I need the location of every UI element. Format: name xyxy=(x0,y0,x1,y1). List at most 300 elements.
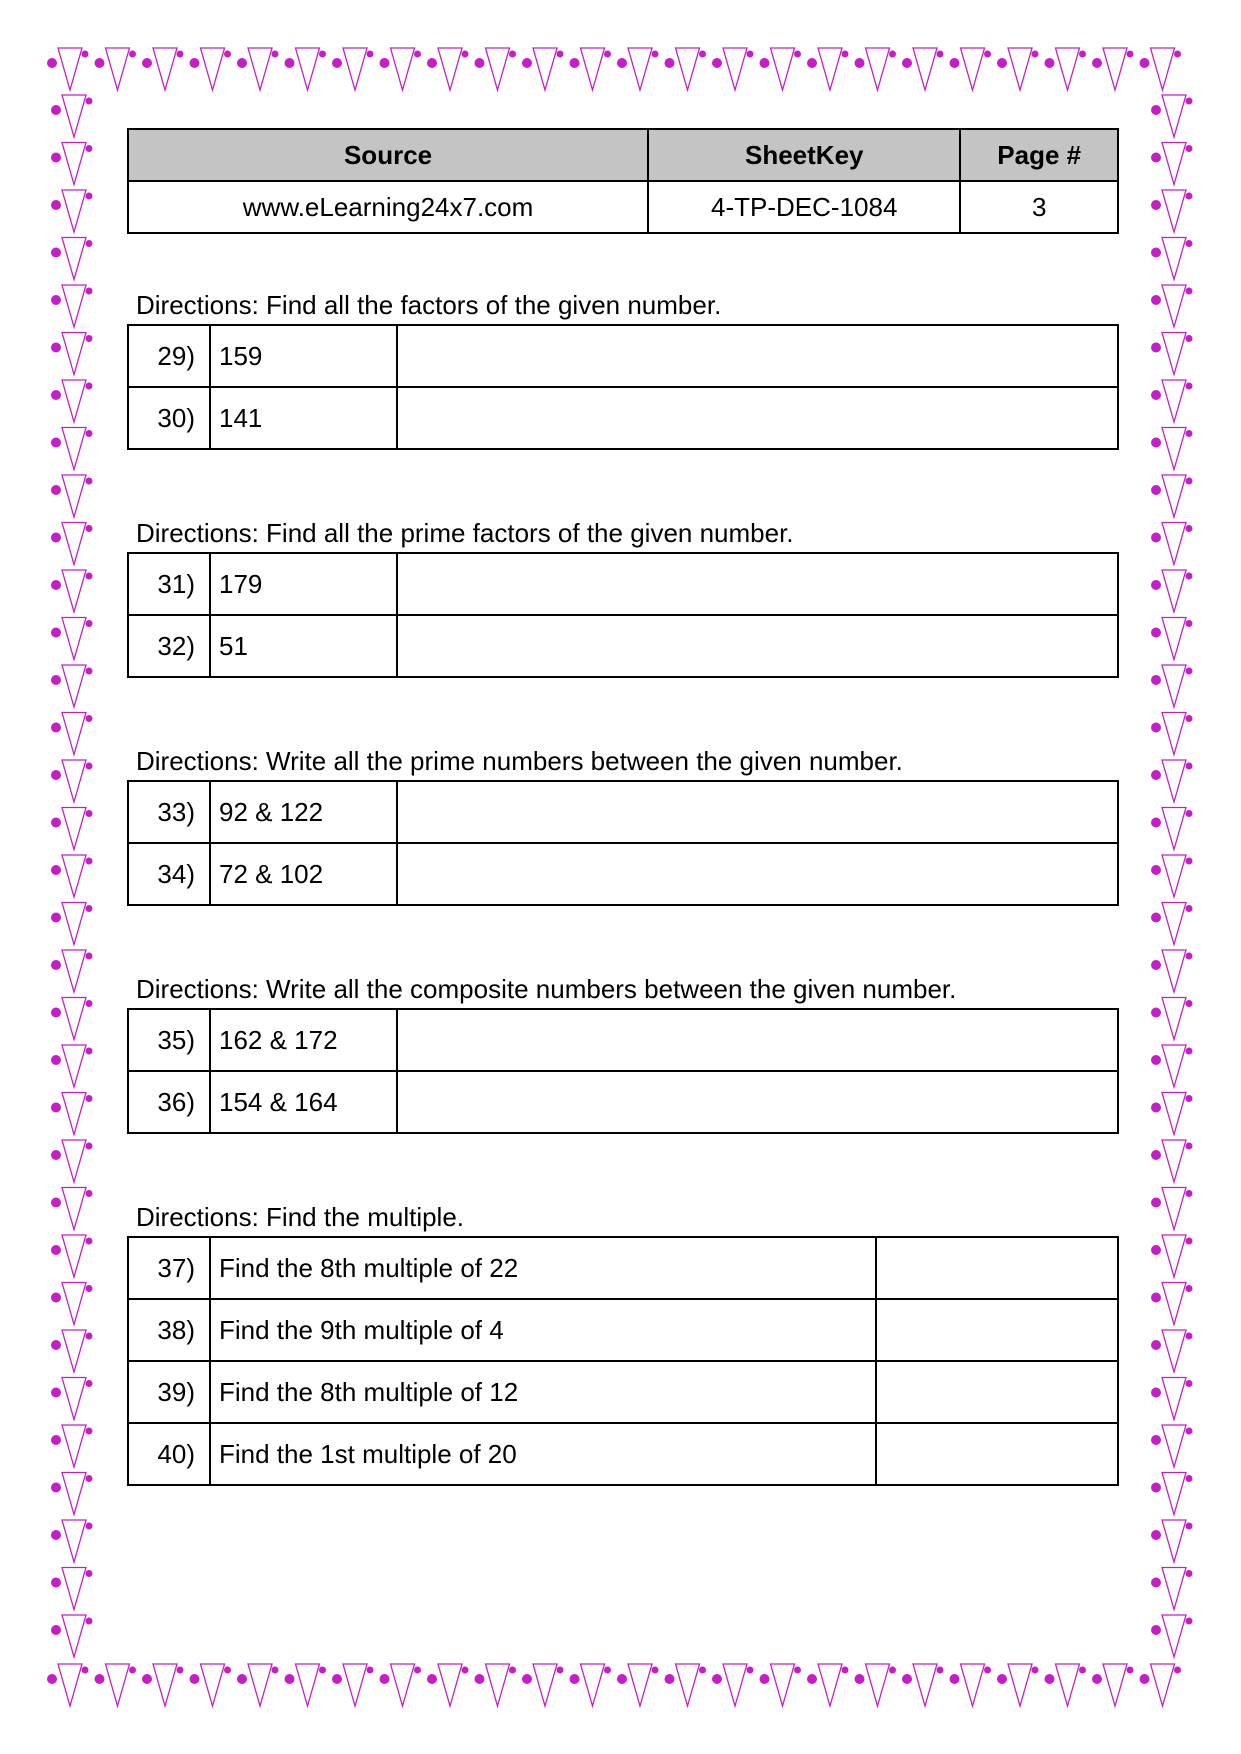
border-pennant-shape xyxy=(581,1664,605,1706)
border-pennant-shape xyxy=(1162,380,1186,422)
border-pennant-shape xyxy=(391,1664,415,1706)
border-dot-shape xyxy=(1186,858,1193,865)
directions-multiples: Directions: Find the multiple. xyxy=(136,1202,465,1232)
border-dot-shape xyxy=(86,1285,93,1292)
border-pennant-shape xyxy=(62,428,86,470)
border-dot-shape xyxy=(1151,1340,1161,1350)
question-row xyxy=(128,325,1118,387)
border-pennant-shape xyxy=(1162,143,1186,185)
border-pennant-shape xyxy=(62,380,86,422)
border-pennant-shape xyxy=(628,1664,652,1706)
border-pennant-shape xyxy=(62,190,86,232)
border-dot-shape xyxy=(427,1674,437,1684)
question-value: 141 xyxy=(210,387,397,449)
border-pennant-shape xyxy=(62,998,86,1040)
border-dot-shape xyxy=(1151,1530,1161,1540)
border-pennant-shape xyxy=(1103,48,1127,90)
border-dot-shape xyxy=(557,1667,564,1674)
answer-box[interactable] xyxy=(397,781,1118,843)
border-dot-shape xyxy=(617,1674,627,1684)
question-number: 32) xyxy=(128,615,210,677)
sheet-info-table xyxy=(127,128,1119,234)
border-dot-shape xyxy=(319,1667,326,1674)
border-dot-shape xyxy=(1186,525,1193,532)
border-dot-shape xyxy=(86,1095,93,1102)
question-row xyxy=(128,781,1118,843)
question-row xyxy=(128,843,1118,905)
border-dot-shape xyxy=(51,1435,61,1445)
border-pennant-shape xyxy=(62,950,86,992)
border-dot-shape xyxy=(997,1674,1007,1684)
border-dot-shape xyxy=(1151,200,1161,210)
border-dot-shape xyxy=(1186,1523,1193,1530)
border-dot-shape xyxy=(1079,1667,1086,1674)
border-dot-shape xyxy=(129,1667,136,1674)
border-dot-shape xyxy=(1092,58,1102,68)
border-dot-shape xyxy=(86,430,93,437)
border-dot-shape xyxy=(842,1667,849,1674)
border-pennant-shape xyxy=(62,1473,86,1515)
border-dot-shape xyxy=(937,1667,944,1674)
border-dot-shape xyxy=(570,58,580,68)
border-dot-shape xyxy=(1186,905,1193,912)
answer-box[interactable] xyxy=(397,387,1118,449)
border-dot-shape xyxy=(807,58,817,68)
border-pennant-shape xyxy=(533,1664,557,1706)
border-dot-shape xyxy=(747,1667,754,1674)
border-pennant-shape xyxy=(1162,238,1186,280)
question-table-prime-numbers xyxy=(127,780,1119,906)
question-number: 30) xyxy=(128,387,210,449)
border-pennant-shape xyxy=(1162,285,1186,327)
border-dot-shape xyxy=(760,1674,770,1684)
border-dot-shape xyxy=(224,1667,231,1674)
answer-box[interactable] xyxy=(876,1361,1118,1423)
border-dot-shape xyxy=(1186,715,1193,722)
border-dot-shape xyxy=(1186,478,1193,485)
border-dot-shape xyxy=(86,98,93,105)
border-pennant-shape xyxy=(676,48,700,90)
border-dot-shape xyxy=(86,525,93,532)
border-pennant-shape xyxy=(62,855,86,897)
question-value: 179 xyxy=(210,553,397,615)
border-dot-shape xyxy=(86,715,93,722)
border-pennant-shape xyxy=(1056,48,1080,90)
border-dot-shape xyxy=(86,1048,93,1055)
border-pennant-shape xyxy=(62,1045,86,1087)
border-pennant-shape xyxy=(1162,333,1186,375)
border-dot-shape xyxy=(86,145,93,152)
border-dot-shape xyxy=(1186,1095,1193,1102)
question-number: 33) xyxy=(128,781,210,843)
border-pennant-shape xyxy=(58,48,82,90)
border-pennant-shape xyxy=(1162,1615,1186,1657)
border-pennant-shape xyxy=(1162,1473,1186,1515)
border-dot-shape xyxy=(51,628,61,638)
border-pennant-shape xyxy=(1162,523,1186,565)
border-dot-shape xyxy=(1127,1667,1134,1674)
border-pennant-shape xyxy=(62,1188,86,1230)
border-dot-shape xyxy=(652,51,659,58)
border-pennant-shape xyxy=(1162,190,1186,232)
border-dot-shape xyxy=(1151,580,1161,590)
border-dot-shape xyxy=(1151,485,1161,495)
border-dot-shape xyxy=(557,51,564,58)
border-dot-shape xyxy=(190,1674,200,1684)
question-value: 159 xyxy=(210,325,397,387)
border-dot-shape xyxy=(51,1293,61,1303)
border-dot-shape xyxy=(1045,1674,1055,1684)
border-pennant-shape xyxy=(62,760,86,802)
border-dot-shape xyxy=(1186,1380,1193,1387)
border-dot-shape xyxy=(47,58,57,68)
border-dot-shape xyxy=(95,1674,105,1684)
border-dot-shape xyxy=(427,58,437,68)
border-pennant-shape xyxy=(62,665,86,707)
border-dot-shape xyxy=(475,1674,485,1684)
border-dot-shape xyxy=(1186,193,1193,200)
border-dot-shape xyxy=(760,58,770,68)
border-pennant-shape xyxy=(1162,428,1186,470)
question-value: Find the 9th multiple of 4 xyxy=(210,1299,876,1361)
border-pennant-shape xyxy=(62,523,86,565)
border-dot-shape xyxy=(51,1483,61,1493)
border-dot-shape xyxy=(319,51,326,58)
border-dot-shape xyxy=(1032,51,1039,58)
border-dot-shape xyxy=(984,51,991,58)
question-number: 39) xyxy=(128,1361,210,1423)
border-pennant-shape xyxy=(1162,665,1186,707)
border-pennant-shape xyxy=(1162,760,1186,802)
answer-box[interactable] xyxy=(397,1009,1118,1071)
border-dot-shape xyxy=(367,51,374,58)
border-dot-shape xyxy=(1151,770,1161,780)
border-dot-shape xyxy=(1151,533,1161,543)
border-dot-shape xyxy=(997,58,1007,68)
answer-box[interactable] xyxy=(397,553,1118,615)
border-dot-shape xyxy=(1186,953,1193,960)
border-pennant-shape xyxy=(62,1615,86,1657)
border-dot-shape xyxy=(86,1523,93,1530)
border-dot-shape xyxy=(51,343,61,353)
border-dot-shape xyxy=(86,193,93,200)
border-pennant-shape xyxy=(62,475,86,517)
border-dot-shape xyxy=(855,1674,865,1684)
border-dot-shape xyxy=(1032,1667,1039,1674)
border-dot-shape xyxy=(285,58,295,68)
question-row xyxy=(128,1299,1118,1361)
border-dot-shape xyxy=(51,295,61,305)
border-pennant-shape xyxy=(1162,1520,1186,1562)
border-dot-shape xyxy=(462,51,469,58)
border-dot-shape xyxy=(1186,1618,1193,1625)
border-dot-shape xyxy=(1186,668,1193,675)
border-pennant-shape xyxy=(201,48,225,90)
border-dot-shape xyxy=(1151,1388,1161,1398)
border-dot-shape xyxy=(665,1674,675,1684)
border-dot-shape xyxy=(1186,1428,1193,1435)
answer-box[interactable] xyxy=(397,325,1118,387)
border-dot-shape xyxy=(950,1674,960,1684)
source-header: Source xyxy=(128,129,648,181)
border-dot-shape xyxy=(51,1578,61,1588)
border-dot-shape xyxy=(1186,430,1193,437)
border-pennant-shape xyxy=(818,1664,842,1706)
border-dot-shape xyxy=(51,865,61,875)
border-dot-shape xyxy=(1186,620,1193,627)
border-dot-shape xyxy=(1045,58,1055,68)
border-dot-shape xyxy=(51,580,61,590)
border-pennant-shape xyxy=(248,1664,272,1706)
border-dot-shape xyxy=(51,1198,61,1208)
border-dot-shape xyxy=(509,51,516,58)
question-table-factors xyxy=(127,324,1119,450)
border-dot-shape xyxy=(1151,723,1161,733)
border-dot-shape xyxy=(86,620,93,627)
border-pennant-shape xyxy=(581,48,605,90)
border-pennant-shape xyxy=(62,1235,86,1277)
border-dot-shape xyxy=(414,1667,421,1674)
question-number: 34) xyxy=(128,843,210,905)
border-dot-shape xyxy=(1151,1245,1161,1255)
border-dot-shape xyxy=(367,1667,374,1674)
border-dot-shape xyxy=(1186,288,1193,295)
border-pennant-shape xyxy=(62,1425,86,1467)
border-dot-shape xyxy=(570,1674,580,1684)
border-dot-shape xyxy=(86,478,93,485)
border-dot-shape xyxy=(51,1150,61,1160)
question-row xyxy=(128,615,1118,677)
border-dot-shape xyxy=(51,960,61,970)
question-row xyxy=(128,387,1118,449)
border-pennant-shape xyxy=(62,1283,86,1325)
border-pennant-shape xyxy=(62,143,86,185)
answer-box[interactable] xyxy=(876,1299,1118,1361)
border-dot-shape xyxy=(51,200,61,210)
border-pennant-shape xyxy=(486,48,510,90)
border-pennant-shape xyxy=(1162,1093,1186,1135)
question-row xyxy=(128,1237,1118,1299)
border-dot-shape xyxy=(665,58,675,68)
border-dot-shape xyxy=(95,58,105,68)
border-pennant-shape xyxy=(153,1664,177,1706)
border-dot-shape xyxy=(1127,51,1134,58)
border-dot-shape xyxy=(1186,98,1193,105)
border-pennant-shape xyxy=(62,713,86,755)
border-pennant-shape xyxy=(62,285,86,327)
border-pennant-shape xyxy=(1162,713,1186,755)
border-dot-shape xyxy=(522,58,532,68)
directions-factors: Directions: Find all the factors of the given number. xyxy=(136,290,722,320)
border-dot-shape xyxy=(86,573,93,580)
border-dot-shape xyxy=(86,1143,93,1150)
border-dot-shape xyxy=(1186,763,1193,770)
border-pennant-shape xyxy=(62,95,86,137)
border-dot-shape xyxy=(712,1674,722,1684)
border-pennant-shape xyxy=(62,333,86,375)
border-dot-shape xyxy=(617,58,627,68)
border-dot-shape xyxy=(1151,295,1161,305)
border-pennant-shape xyxy=(771,48,795,90)
border-dot-shape xyxy=(1092,1674,1102,1684)
border-pennant-shape xyxy=(533,48,557,90)
border-pennant-shape xyxy=(1103,1664,1127,1706)
border-dot-shape xyxy=(1140,58,1150,68)
border-dot-shape xyxy=(51,1008,61,1018)
border-dot-shape xyxy=(82,51,89,58)
question-number: 29) xyxy=(128,325,210,387)
border-pennant-shape xyxy=(1162,1045,1186,1087)
question-number: 40) xyxy=(128,1423,210,1485)
border-dot-shape xyxy=(51,818,61,828)
border-dot-shape xyxy=(1151,818,1161,828)
border-dot-shape xyxy=(380,1674,390,1684)
question-value: 92 & 122 xyxy=(210,781,397,843)
border-dot-shape xyxy=(1186,1570,1193,1577)
border-pennant-shape xyxy=(1162,1330,1186,1372)
border-dot-shape xyxy=(129,51,136,58)
border-dot-shape xyxy=(1151,1055,1161,1065)
border-dot-shape xyxy=(1151,1435,1161,1445)
border-pennant-shape xyxy=(62,1140,86,1182)
border-dot-shape xyxy=(1151,960,1161,970)
border-pennant-shape xyxy=(62,1378,86,1420)
border-dot-shape xyxy=(522,1674,532,1684)
border-dot-shape xyxy=(51,913,61,923)
border-dot-shape xyxy=(86,240,93,247)
border-dot-shape xyxy=(237,58,247,68)
border-pennant-shape xyxy=(676,1664,700,1706)
border-dot-shape xyxy=(332,1674,342,1684)
border-dot-shape xyxy=(1186,1333,1193,1340)
border-dot-shape xyxy=(1186,1048,1193,1055)
border-dot-shape xyxy=(699,1667,706,1674)
border-dot-shape xyxy=(1151,390,1161,400)
border-dot-shape xyxy=(142,58,152,68)
border-dot-shape xyxy=(51,390,61,400)
sheetkey-header: SheetKey xyxy=(648,129,960,181)
border-dot-shape xyxy=(51,1103,61,1113)
border-dot-shape xyxy=(51,1245,61,1255)
question-value: Find the 8th multiple of 12 xyxy=(210,1361,876,1423)
border-dot-shape xyxy=(51,485,61,495)
border-dot-shape xyxy=(51,770,61,780)
border-dot-shape xyxy=(889,1667,896,1674)
border-dot-shape xyxy=(1186,1000,1193,1007)
border-dot-shape xyxy=(1151,153,1161,163)
border-pennant-shape xyxy=(1162,1188,1186,1230)
answer-box[interactable] xyxy=(876,1423,1118,1485)
answer-box[interactable] xyxy=(397,843,1118,905)
question-number: 35) xyxy=(128,1009,210,1071)
border-pennant-shape xyxy=(818,48,842,90)
answer-box[interactable] xyxy=(397,1071,1118,1133)
border-pennant-shape xyxy=(961,48,985,90)
border-dot-shape xyxy=(86,1380,93,1387)
border-dot-shape xyxy=(86,1000,93,1007)
border-dot-shape xyxy=(604,1667,611,1674)
border-dot-shape xyxy=(712,58,722,68)
border-dot-shape xyxy=(51,1625,61,1635)
border-dot-shape xyxy=(86,668,93,675)
border-dot-shape xyxy=(86,763,93,770)
border-dot-shape xyxy=(86,1475,93,1482)
border-dot-shape xyxy=(177,51,184,58)
border-dot-shape xyxy=(1151,913,1161,923)
border-pennant-shape xyxy=(628,48,652,90)
border-dot-shape xyxy=(652,1667,659,1674)
page-number-value: 3 xyxy=(960,181,1118,233)
border-dot-shape xyxy=(51,248,61,258)
border-dot-shape xyxy=(1151,1008,1161,1018)
border-pennant-shape xyxy=(62,570,86,612)
question-number: 38) xyxy=(128,1299,210,1361)
border-dot-shape xyxy=(950,58,960,68)
border-dot-shape xyxy=(1151,1625,1161,1635)
border-dot-shape xyxy=(51,533,61,543)
directions-prime-factors: Directions: Find all the prime factors of the given number. xyxy=(136,518,794,548)
border-dot-shape xyxy=(1151,248,1161,258)
border-dot-shape xyxy=(380,58,390,68)
border-dot-shape xyxy=(1186,240,1193,247)
border-pennant-shape xyxy=(913,1664,937,1706)
question-value: 51 xyxy=(210,615,397,677)
border-dot-shape xyxy=(82,1667,89,1674)
border-dot-shape xyxy=(1151,1483,1161,1493)
border-dot-shape xyxy=(51,438,61,448)
border-pennant-shape xyxy=(1162,1140,1186,1182)
border-pennant-shape xyxy=(62,1093,86,1135)
answer-box[interactable] xyxy=(876,1237,1118,1299)
border-pennant-shape xyxy=(1162,998,1186,1040)
border-dot-shape xyxy=(794,51,801,58)
answer-box[interactable] xyxy=(397,615,1118,677)
border-pennant-shape xyxy=(1162,950,1186,992)
border-dot-shape xyxy=(332,58,342,68)
border-dot-shape xyxy=(475,58,485,68)
border-pennant-shape xyxy=(106,1664,130,1706)
border-pennant-shape xyxy=(62,903,86,945)
border-dot-shape xyxy=(142,1674,152,1684)
border-dot-shape xyxy=(190,58,200,68)
border-dot-shape xyxy=(86,953,93,960)
border-dot-shape xyxy=(86,288,93,295)
border-dot-shape xyxy=(1186,335,1193,342)
border-pennant-shape xyxy=(62,1330,86,1372)
border-pennant-shape xyxy=(58,1664,82,1706)
question-row xyxy=(128,1361,1118,1423)
border-dot-shape xyxy=(51,1055,61,1065)
border-dot-shape xyxy=(1151,343,1161,353)
border-pennant-shape xyxy=(1162,570,1186,612)
border-pennant-shape xyxy=(913,48,937,90)
border-dot-shape xyxy=(414,51,421,58)
question-row xyxy=(128,1071,1118,1133)
question-table-prime-factors xyxy=(127,552,1119,678)
border-dot-shape xyxy=(1186,1143,1193,1150)
border-pennant-shape xyxy=(62,238,86,280)
border-pennant-shape xyxy=(723,1664,747,1706)
border-dot-shape xyxy=(86,1570,93,1577)
border-dot-shape xyxy=(1151,675,1161,685)
border-dot-shape xyxy=(747,51,754,58)
border-dot-shape xyxy=(1151,1293,1161,1303)
border-pennant-shape xyxy=(153,48,177,90)
border-pennant-shape xyxy=(866,48,890,90)
border-dot-shape xyxy=(86,1618,93,1625)
border-dot-shape xyxy=(86,383,93,390)
border-dot-shape xyxy=(86,1428,93,1435)
